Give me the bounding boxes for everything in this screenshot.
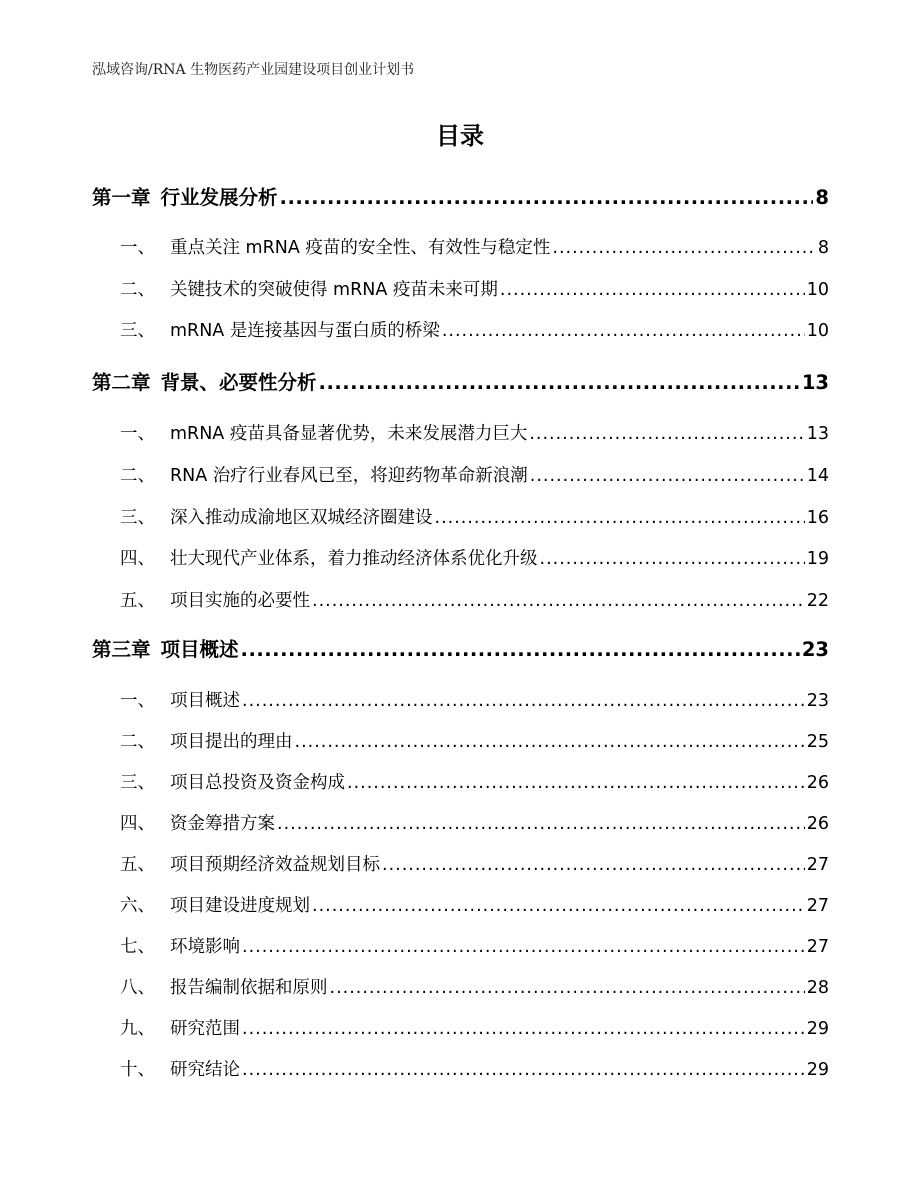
- section-title: 项目建设进度规划: [170, 896, 310, 916]
- toc-title: 目录: [436, 122, 484, 150]
- toc-entry-3-7[interactable]: [120, 933, 829, 958]
- toc-entry-3-9[interactable]: [120, 1015, 829, 1040]
- page-number: 14: [806, 466, 829, 486]
- page-number: 27: [806, 937, 829, 957]
- toc-entry-2-4[interactable]: [120, 545, 829, 570]
- dot-leader: [435, 508, 805, 528]
- chapter-title: 行业发展分析: [160, 186, 278, 209]
- toc-entry-3-6[interactable]: [120, 892, 829, 917]
- dot-leader: [242, 1019, 805, 1039]
- section-number: 一、: [120, 691, 155, 711]
- dot-leader: [241, 638, 800, 661]
- section-number: 五、: [120, 591, 155, 611]
- section-number: 一、: [120, 424, 155, 444]
- section-number: 六、: [120, 896, 155, 916]
- page-number: 28: [806, 978, 829, 998]
- section-number: 二、: [120, 280, 155, 300]
- toc-entry-3-4[interactable]: [120, 810, 829, 835]
- toc-entry-3-8[interactable]: [120, 974, 829, 999]
- section-number: 三、: [120, 773, 155, 793]
- toc-entry-1-1[interactable]: [120, 234, 829, 259]
- page-number: 26: [806, 773, 829, 793]
- toc-chapter-3[interactable]: [92, 634, 829, 662]
- section-title: 项目概述: [170, 691, 240, 711]
- page-number: 23: [801, 638, 829, 661]
- chapter-number: 第二章: [92, 371, 151, 394]
- section-number: 三、: [120, 321, 155, 341]
- section-title: 项目提出的理由: [170, 732, 293, 752]
- chapter-number: 第一章: [92, 186, 151, 209]
- section-title: 关键技术的突破使得 mRNA 疫苗未来可期: [170, 280, 498, 300]
- dot-leader: [295, 732, 805, 752]
- dot-leader: [500, 280, 805, 300]
- section-number: 四、: [120, 814, 155, 834]
- section-title: 深入推动成渝地区双城经济圈建设: [170, 508, 433, 528]
- toc-entry-3-3[interactable]: [120, 769, 829, 794]
- dot-leader: [347, 773, 805, 793]
- dot-leader: [552, 238, 815, 258]
- toc-entry-2-2[interactable]: [120, 462, 829, 487]
- page-number: 8: [817, 238, 829, 258]
- toc-entry-3-1[interactable]: [120, 687, 829, 712]
- section-title: 项目实施的必要性: [170, 591, 310, 611]
- toc-chapter-2[interactable]: [92, 367, 829, 395]
- section-number: 二、: [120, 732, 155, 752]
- dot-leader: [330, 978, 805, 998]
- toc-entry-3-2[interactable]: [120, 728, 829, 753]
- page-number: 13: [806, 424, 829, 444]
- section-title: 研究结论: [170, 1060, 240, 1080]
- section-number: 一、: [120, 238, 155, 258]
- page-number: 27: [806, 896, 829, 916]
- page-number: 27: [806, 855, 829, 875]
- dot-leader: [242, 691, 805, 711]
- toc-entry-2-3[interactable]: [120, 504, 829, 529]
- section-title: 环境影响: [170, 937, 240, 957]
- dot-leader: [530, 466, 805, 486]
- document-header: 泓域咨询/RNA 生物医药产业园建设项目创业计划书: [92, 62, 415, 78]
- dot-leader: [540, 549, 805, 569]
- section-number: 二、: [120, 466, 155, 486]
- page-number: 29: [806, 1060, 829, 1080]
- page-number: 8: [815, 186, 829, 209]
- toc-entry-1-3[interactable]: [120, 317, 829, 342]
- section-title: mRNA 疫苗具备显著优势，未来发展潜力巨大: [170, 424, 528, 444]
- page-number: 29: [806, 1019, 829, 1039]
- section-number: 八、: [120, 978, 155, 998]
- dot-leader: [242, 1060, 805, 1080]
- page-number: 16: [806, 508, 829, 528]
- section-number: 五、: [120, 855, 155, 875]
- section-number: 十、: [120, 1060, 155, 1080]
- dot-leader: [242, 937, 805, 957]
- dot-leader: [280, 186, 814, 209]
- page-number: 25: [806, 732, 829, 752]
- page-number: 22: [806, 591, 829, 611]
- section-title: 资金筹措方案: [170, 814, 275, 834]
- dot-leader: [529, 424, 804, 444]
- page-number: 23: [806, 691, 829, 711]
- dot-leader: [277, 814, 805, 834]
- dot-leader: [382, 855, 805, 875]
- page-number: 13: [801, 371, 829, 394]
- toc-chapter-1[interactable]: [92, 182, 829, 210]
- section-number: 九、: [120, 1019, 155, 1039]
- section-title: RNA 治疗行业春风已至，将迎药物革命新浪潮: [170, 466, 528, 486]
- chapter-title: 背景、必要性分析: [160, 371, 317, 394]
- dot-leader: [312, 591, 805, 611]
- page-number: 19: [806, 549, 829, 569]
- section-title: 项目预期经济效益规划目标: [170, 855, 380, 875]
- section-title: 重点关注 mRNA 疫苗的安全性、有效性与稳定性: [170, 238, 551, 258]
- chapter-title: 项目概述: [160, 638, 239, 661]
- section-title: 壮大现代产业体系，着力推动经济体系优化升级: [170, 549, 538, 569]
- toc-entry-3-5[interactable]: [120, 851, 829, 876]
- toc-entry-2-5[interactable]: [120, 587, 829, 612]
- section-title: 研究范围: [170, 1019, 240, 1039]
- section-title: 报告编制依据和原则: [170, 978, 328, 998]
- section-title: 项目总投资及资金构成: [170, 773, 345, 793]
- dot-leader: [312, 896, 805, 916]
- toc-entry-2-1[interactable]: [120, 420, 829, 445]
- page-number: 26: [806, 814, 829, 834]
- page-number: 10: [806, 280, 829, 300]
- page-number: 10: [806, 321, 829, 341]
- toc-entry-1-2[interactable]: [120, 276, 829, 301]
- section-number: 三、: [120, 508, 155, 528]
- section-number: 四、: [120, 549, 155, 569]
- dot-leader: [319, 371, 800, 394]
- dot-leader: [442, 321, 805, 341]
- toc-entry-3-10[interactable]: [120, 1056, 829, 1081]
- section-title: mRNA 是连接基因与蛋白质的桥梁: [170, 321, 440, 341]
- chapter-number: 第三章: [92, 638, 151, 661]
- section-number: 七、: [120, 937, 155, 957]
